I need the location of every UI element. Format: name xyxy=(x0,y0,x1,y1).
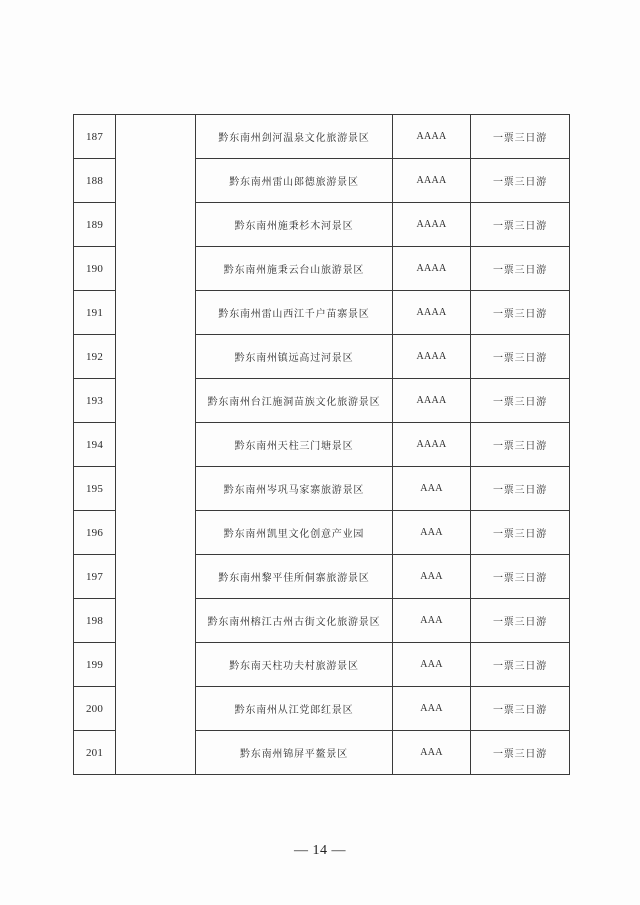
row-number-cell: 201 xyxy=(74,731,116,775)
row-number-cell: 188 xyxy=(74,159,116,203)
ticket-policy-cell: 一票三日游 xyxy=(471,335,570,379)
region-merged-cell xyxy=(116,115,196,775)
level-cell: AAAA xyxy=(393,291,471,335)
ticket-policy-cell: 一票三日游 xyxy=(471,731,570,775)
scenic-area-name-cell: 黔东南州凯里文化创意产业园 xyxy=(196,511,393,555)
table-row xyxy=(74,115,570,159)
scenic-area-name-cell: 黔东南州雷山郎德旅游景区 xyxy=(196,159,393,203)
ticket-policy-cell: 一票三日游 xyxy=(471,643,570,687)
row-number-cell: 193 xyxy=(74,379,116,423)
level-cell: AAA xyxy=(393,731,471,775)
row-number-cell: 199 xyxy=(74,643,116,687)
scenic-area-name-cell: 黔东南州黎平佳所侗寨旅游景区 xyxy=(196,555,393,599)
level-cell: AAAA xyxy=(393,423,471,467)
scenic-area-name-cell: 黔东南州从江党郎红景区 xyxy=(196,687,393,731)
scenic-area-name-cell: 黔东南天柱功夫村旅游景区 xyxy=(196,643,393,687)
scenic-area-name-cell: 黔东南州剑河温泉文化旅游景区 xyxy=(196,115,393,159)
row-number-cell: 197 xyxy=(74,555,116,599)
level-cell: AAAA xyxy=(393,115,471,159)
level-cell: AAA xyxy=(393,599,471,643)
ticket-policy-cell: 一票三日游 xyxy=(471,159,570,203)
scenic-area-name-cell: 黔东南州台江施洞苗族文化旅游景区 xyxy=(196,379,393,423)
row-number-cell: 195 xyxy=(74,467,116,511)
page-number: — 14 — xyxy=(294,843,346,858)
level-cell: AAAA xyxy=(393,203,471,247)
scenic-area-name-cell: 黔东南州锦屏平鳌景区 xyxy=(196,731,393,775)
ticket-policy-cell: 一票三日游 xyxy=(471,203,570,247)
level-cell: AAA xyxy=(393,555,471,599)
level-cell: AAA xyxy=(393,511,471,555)
scenic-area-name-cell: 黔东南州天柱三门塘景区 xyxy=(196,423,393,467)
scenic-area-name-cell: 黔东南州雷山西江千户苗寨景区 xyxy=(196,291,393,335)
row-number-cell: 192 xyxy=(74,335,116,379)
level-cell: AAAA xyxy=(393,335,471,379)
row-number-cell: 187 xyxy=(74,115,116,159)
ticket-policy-cell: 一票三日游 xyxy=(471,423,570,467)
ticket-policy-cell: 一票三日游 xyxy=(471,115,570,159)
ticket-policy-cell: 一票三日游 xyxy=(471,599,570,643)
ticket-policy-cell: 一票三日游 xyxy=(471,379,570,423)
ticket-policy-cell: 一票三日游 xyxy=(471,511,570,555)
scenic-area-name-cell: 黔东南州岑巩马家寨旅游景区 xyxy=(196,467,393,511)
row-number-cell: 194 xyxy=(74,423,116,467)
row-number-cell: 190 xyxy=(74,247,116,291)
scenic-area-name-cell: 黔东南州榕江古州古街文化旅游景区 xyxy=(196,599,393,643)
level-cell: AAA xyxy=(393,467,471,511)
scenic-area-table xyxy=(73,114,570,775)
level-cell: AAA xyxy=(393,687,471,731)
level-cell: AAAA xyxy=(393,159,471,203)
ticket-policy-cell: 一票三日游 xyxy=(471,555,570,599)
row-number-cell: 200 xyxy=(74,687,116,731)
level-cell: AAAA xyxy=(393,247,471,291)
ticket-policy-cell: 一票三日游 xyxy=(471,247,570,291)
ticket-policy-cell: 一票三日游 xyxy=(471,467,570,511)
row-number-cell: 198 xyxy=(74,599,116,643)
scenic-area-name-cell: 黔东南州镇远高过河景区 xyxy=(196,335,393,379)
row-number-cell: 189 xyxy=(74,203,116,247)
ticket-policy-cell: 一票三日游 xyxy=(471,687,570,731)
ticket-policy-cell: 一票三日游 xyxy=(471,291,570,335)
scenic-area-name-cell: 黔东南州施秉云台山旅游景区 xyxy=(196,247,393,291)
scenic-area-name-cell: 黔东南州施秉杉木河景区 xyxy=(196,203,393,247)
level-cell: AAA xyxy=(393,643,471,687)
level-cell: AAAA xyxy=(393,379,471,423)
row-number-cell: 191 xyxy=(74,291,116,335)
row-number-cell: 196 xyxy=(74,511,116,555)
